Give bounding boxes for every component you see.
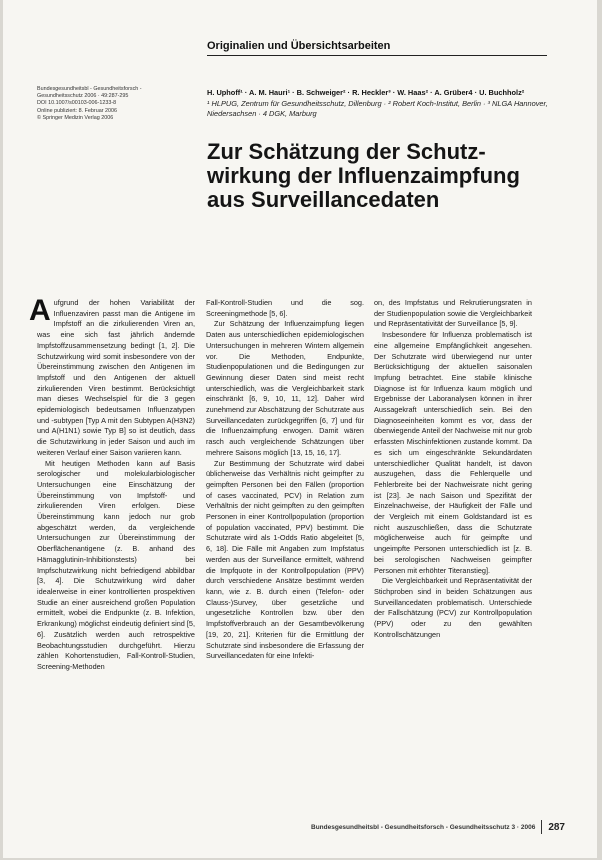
- meta-line: Gesundheitsschutz 2006 · 49:287-295: [37, 93, 129, 100]
- meta-line: Online publiziert: 8. Februar 2006: [37, 107, 118, 114]
- paragraph: Zur Bestimmung der Schutzrate wird dabei üblicherweise das Verhältnis nicht geimpfter zu geimpften Personen bei den Fällen (proportion of cases vaccinated, PCV) in Relation zum Verhältnis der nicht geimpften zu den geimpften Personen in einer Kontrollpopulation (proportion of population vaccinated, PPV) bestimmt. Die Schutzrate wird als 1-Odds Ratio abgeleitet [5, 6, 18]. Die Fälle mit Angaben zum Impfstatus werden aus der Surveillance ermittelt, während die Impfquote in der Kontrollpopulation (PPV) durch verschiedene Ansätze bestimmt werden kann, wie z. B. durch einen (Telefon- oder Clauss-)Survey, über gesetzliche und ungesetzliche Kontrollen bzw. über den Impfstoffverbrauch an der Gesamtbevölkerung [19, 20, 21]. Kriterien für die Ermittlung der Schutzrate sind insbesondere die Erfassung der Surveillancedaten für eine Infekti-: [206, 458, 364, 661]
- body-column-3: [374, 298, 532, 814]
- title-line: aus Surveillancedaten: [207, 187, 440, 212]
- paragraph: Insbesondere für Influenza problematisch ist eine allgemeine Empfänglichkeit angesehen. Der Schutzrate wird überwiegend nur unter Berücksichtigung der aktuellen saisonalen Impfung betrachtet. Eine stabile klinische Diagnose ist für Influenza kaum möglich und Ergebnisse der Laboranalysen können in ihrer Aussagekraft unterschiedlich sein. Bei den Diagnoseeinheiten kommt es vor, dass der überwiegende Anteil der Nachweise mit nur grob erfassten Mischinfektionen zustande kommt. Da es sich um eingeschränkte Sekundärdaten unterschiedlicher Qualität handelt, ist davon auszugehen, dass die Fehlerquelle und Fehlerbreite bei der Nachweisrate nicht gering ist [23]. Je nach Saison und Spezifität der Einzelnachweise, der Häufigkeit der Fälle und der Vergleich mit einem Goldstandard ist es nicht auszuschließen, dass die Schutzrate möglicherweise auch für geimpfte und ungeimpfte Personen unterschiedlich ist [z. B. bei serologischen Nachweisen geimpfter Personen mit erhöhter Titeranstieg].: [374, 330, 532, 575]
- paragraph: Mit heutigen Methoden kann auf Basis serologischer und molekularbiologischer Untersuchungen eine Einschätzung der Übereinstimmung von Impfstoff- und zirkulierenden Viren erfolgen. Diese Übereinstimmung kann jedoch nur grob abgeschätzt werden, da vergleichende Untersuchungen zur Übereinstimmung der Oberflächenantigene (z. B. anhand des Hämagglutinin-Inhibitionstests) bei Impfschutzwirkung nicht befriedigend abbildbar [3, 4]. Die Schutzwirkung wird daher idealerweise in einer kontrollierten prospektiven Studie an einer ausreichend großen Population ermittelt, wobei die Endpunkte (z. B. Infektion, Erkrankung) möglichst eindeutig definiert sind [5, 6]. Zusätzlich werden auch retrospektive Beobachtungsstudien durchgeführt. Hierzu zählen Kohortenstudien, Fall-Kontroll-Studien, Screening-Methoden: [37, 458, 195, 671]
- footer-divider: [541, 820, 542, 834]
- page-number: 287: [548, 821, 565, 833]
- section-header: Originalien und Übersichtsarbeiten: [207, 40, 547, 56]
- paragraph: [29, 294, 195, 459]
- affiliations: ¹ HLPUG, Zentrum für Gesundheitsschutz, Dillenburg · ² Robert Koch-Institut, Berlin · ³ NLGA Hannover, Niedersachsen · 4 DGK, Marburg: [207, 99, 548, 118]
- paragraph-text: ufgrund der hohen Variabilität der Influenzaviren passt man die Antigene im Impfstoff an die zirkulierenden Viren an, was eine sich fast jährlich ändernde Impfstoffzusammensetzung bedingt [1, 2]. Die Schutzwirkung wird somit insbesondere von der Übereinstimmung zwischen den Antigenen im Impfstoff und den Antigenen der aktuell zirkulierenden Viren bestimmt. Berücksichtigt man dieses Wechselspiel für die 3 gegen epidemiologisch bedeutsamen Influenzatypen und -subtypen [Typ A mit den Subtypen A(H3N2) und A(H1N1) sowie Typ B] so ist deutlich, dass die Schutzwirkung in jeder Saison und auch im weiteren Verlauf einer Saison variieren kann.: [37, 298, 195, 457]
- paragraph: Zur Schätzung der Influenzaimpfung liegen Daten aus unterschiedlichen epidemiologischen Untersuchungen in mehreren Wintern allgemein vor. Die Methoden, Endpunkte, Studienpopulationen und die Bedingungen zur Gewinnung dieser Daten sind meist recht unterschiedlich, was die Vergleichbarkeit stark einschränkt [6, 9, 10, 11, 12]. Daher wird zunehmend zur Abschätzung der Schutzrate aus Surveillancedaten zurückgegriffen [6, 7] und für die Influenzaimpfung erwogen. Damit wären rasch auch vergleichende Schätzungen über mehrere Saisons möglich [13, 15, 16, 17].: [206, 319, 364, 457]
- paragraph: on, des Impfstatus und Rekrutierungsraten in der Studienpopulation sowie die Vergleichbarkeit und Repräsentativität der Surveillance [5, 9].: [374, 298, 532, 329]
- meta-line: DOI 10.1007/s00103-006-1233-8: [37, 100, 117, 107]
- title-line: wirkung der Influenzaimpfung: [207, 163, 520, 188]
- body-column-2: [206, 298, 364, 814]
- body-column-1: [29, 294, 195, 828]
- drop-cap: A: [29, 294, 51, 327]
- meta-line: © Springer Medizin Verlag 2006: [37, 114, 114, 121]
- page-footer: [275, 820, 565, 834]
- title-line: Zur Schätzung der Schutz-: [207, 139, 486, 164]
- author-list: H. Uphoff¹ · A. M. Hauri¹ · B. Schweiger² · R. Heckler³ · W. Haas² · A. Grüber4 · U. Buchholz²: [207, 88, 525, 97]
- journal-page: [3, 0, 597, 858]
- article-title: [207, 140, 547, 212]
- paragraph: Die Vergleichbarkeit und Repräsentativität der Stichproben sind in beiden Schätzungen aus Surveillancedaten problematisch. Unterschiede der Fallschätzung (PCV) zur Kontrollpopulation (PPV) oder zu den gewählten Kontrollschätzungen: [374, 576, 532, 639]
- meta-line: Bundesgesundheitsbl - Gesundheitsforsch -: [37, 86, 142, 92]
- publication-meta: [37, 86, 177, 122]
- paragraph: Fall-Kontroll-Studien und die sog. Screeningmethode [5, 6].: [206, 298, 364, 318]
- footer-journal: Bundesgesundheitsbl - Gesundheitsforsch - Gesundheitsschutz 3 · 2006: [311, 823, 536, 831]
